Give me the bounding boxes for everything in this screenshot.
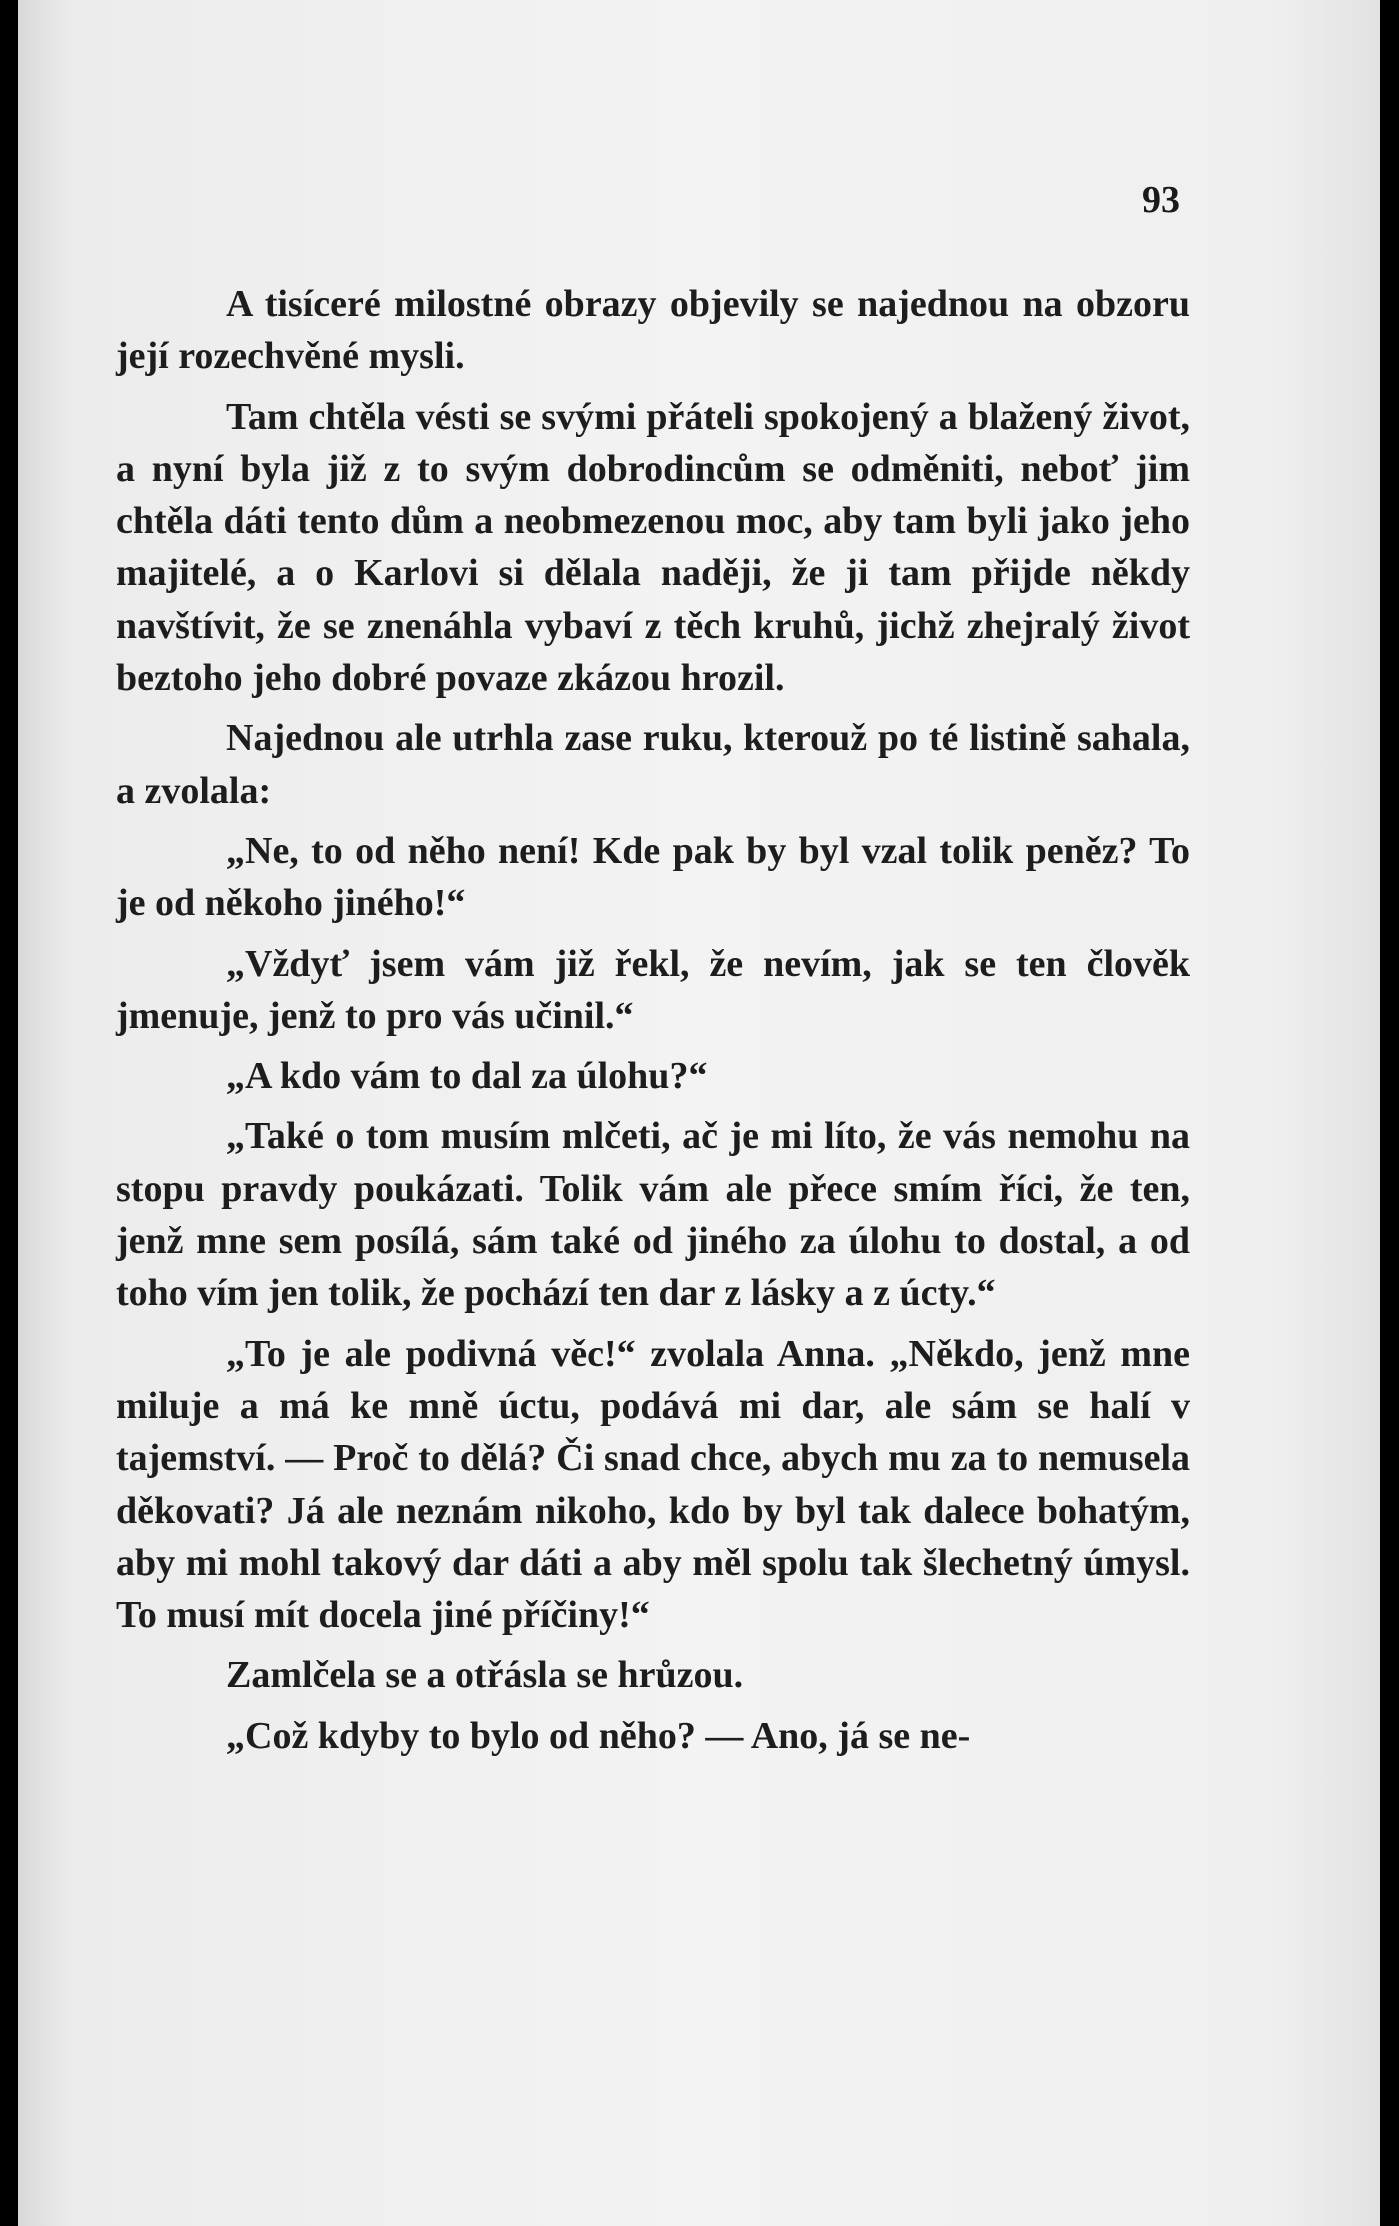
paragraph: „To je ale podivná věc!“ zvolala Anna. „Někdo, jenž mne miluje a má ke mně úctu, podává mi dar, ale sám se halí v tajemství. — Proč to dělá? Či snad chce, abych mu za to nemusela děkovati? Já ale neznám nikoho, kdo by byl tak dalece bohatým, aby mi mohl takový dar dáti a aby měl spolu tak šlechetný úmysl. To musí mít docela jiné příčiny!“ [116, 1332, 1190, 1637]
paragraph: Zamlčela se a otřásla se hrůzou. [226, 1654, 744, 1697]
paragraph: „Vždyť jsem vám již řekl, že nevím, jak se ten člověk jmenuje, jenž to pro vás učinil.“ [116, 942, 1190, 1037]
paragraph: „Také o tom musím mlčeti, ač je mi líto, že vás nemohu na stopu pravdy poukázati. Tolik vám ale přece smím říci, že ten, jenž mne sem posílá, sám také od jiného za úlohu to dostal, a od toho vím jen tolik, že pochází ten dar z lásky a z úcty.“ [116, 1115, 1190, 1315]
paragraph: „A kdo vám to dal za úlohu?“ [226, 1055, 708, 1098]
paragraph: Tam chtěla vésti se svými přáteli spokojený a blažený život, a nyní byla již z to svým dobrodincům se odměniti, neboť jim chtěla dáti tento dům a neobmezenou moc, aby tam byli jako jeho majitelé, a o Karlovi si dělala naději, že ji tam přijde někdy navštívit, že se znenáhla vybaví z těch kruhů, jichž zhejralý život beztoho jeho dobré povaze zkázou hrozil. [116, 395, 1190, 700]
body-text [116, 278, 1190, 1770]
book-page [18, 0, 1380, 2226]
paragraph: „Což kdyby to bylo od něho? — Ano, já se ne- [226, 1714, 971, 1757]
page-number: 93 [1142, 179, 1180, 221]
paragraph: Najednou ale utrhla zase ruku, kterouž po té listině sahala, a zvolala: [116, 717, 1190, 812]
paragraph: „Ne, to od něho není! Kde pak by byl vzal tolik peněz? To je od někoho jiného!“ [116, 829, 1190, 925]
paragraph: A tisíceré milostné obrazy objevily se najednou na obzoru její rozechvěné mysli. [116, 283, 1190, 378]
